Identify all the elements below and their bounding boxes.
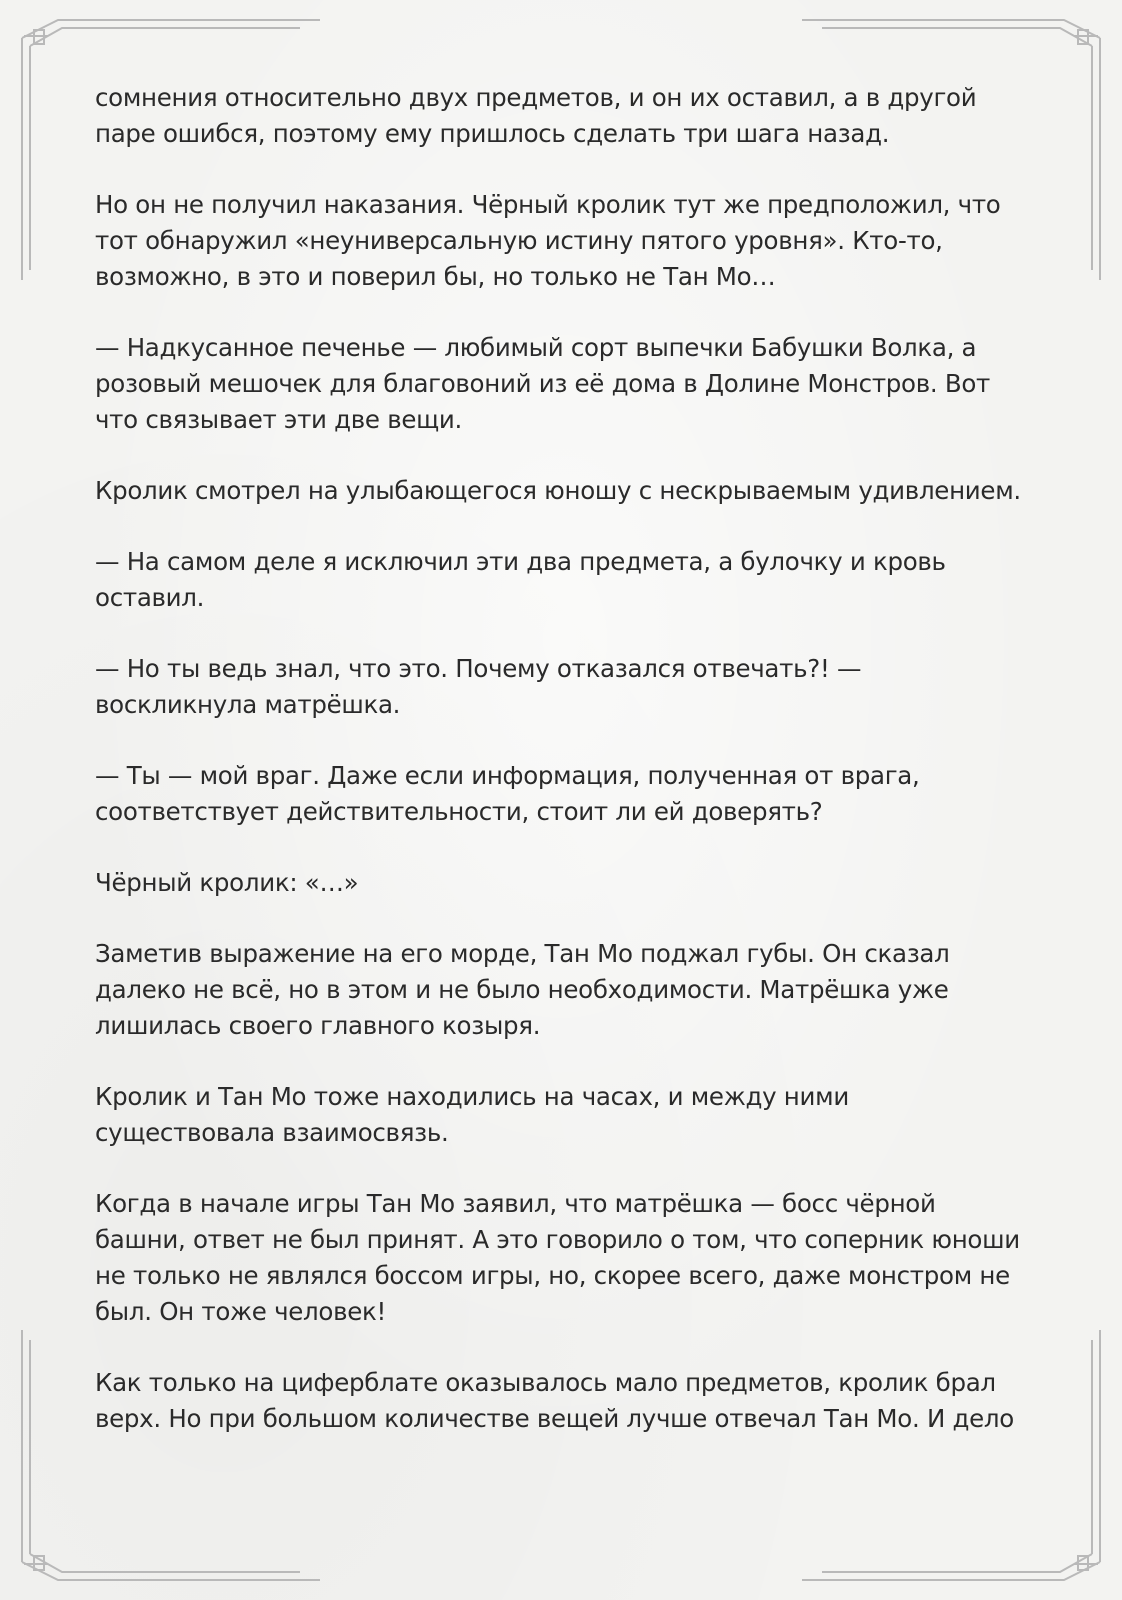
paragraph: — На самом деле я исключил эти два предмета, а булочку и кровь оставил.: [95, 547, 946, 612]
document-text: [95, 80, 1030, 1472]
paragraph: Заметив выражение на его морде, Тан Мо поджал губы. Он сказал далеко не всё, но в этом и не было необходимости. Матрёшка уже лишилась своего главного козыря.: [95, 939, 950, 1040]
paragraph: Но он не получил наказания. Чёрный кролик тут же предположил, что тот обнаружил «неуниверсальную истину пятого уровня». Кто-то, возможно, в это и поверил бы, но только не Тан Мо…: [95, 190, 1001, 291]
paragraph: Кролик и Тан Мо тоже находились на часах, и между ними существовала взаимосвязь.: [95, 1082, 849, 1147]
paragraph: — Надкусанное печенье — любимый сорт выпечки Бабушки Волка, а розовый мешочек для благовоний из её дома в Долине Монстров. Вот что связывает эти две вещи.: [95, 333, 991, 434]
paragraph: Кролик смотрел на улыбающегося юношу с нескрываемым удивлением.: [95, 476, 1021, 505]
paragraph: сомнения относительно двух предметов, и он их оставил, а в другой паре ошибся, поэтому ему пришлось сделать три шага назад.: [95, 83, 977, 148]
paragraph: Как только на циферблате оказывалось мало предметов, кролик брал верх. Но при большом количестве вещей лучше отвечал Тан Мо. И дело: [95, 1368, 1014, 1433]
paragraph: Когда в начале игры Тан Мо заявил, что матрёшка — босс чёрной башни, ответ не был принят. А это говорило о том, что соперник юноши не только не являлся боссом игры, но, скорее всего, даже монстром не был. Он тоже человек!: [95, 1189, 1020, 1326]
paragraph: — Но ты ведь знал, что это. Почему отказался отвечать?! — воскликнула матрёшка.: [95, 654, 862, 719]
paragraph: Чёрный кролик: «…»: [95, 868, 359, 897]
paragraph: — Ты — мой враг. Даже если информация, полученная от врага, соответствует действительности, стоит ли ей доверять?: [95, 761, 920, 826]
